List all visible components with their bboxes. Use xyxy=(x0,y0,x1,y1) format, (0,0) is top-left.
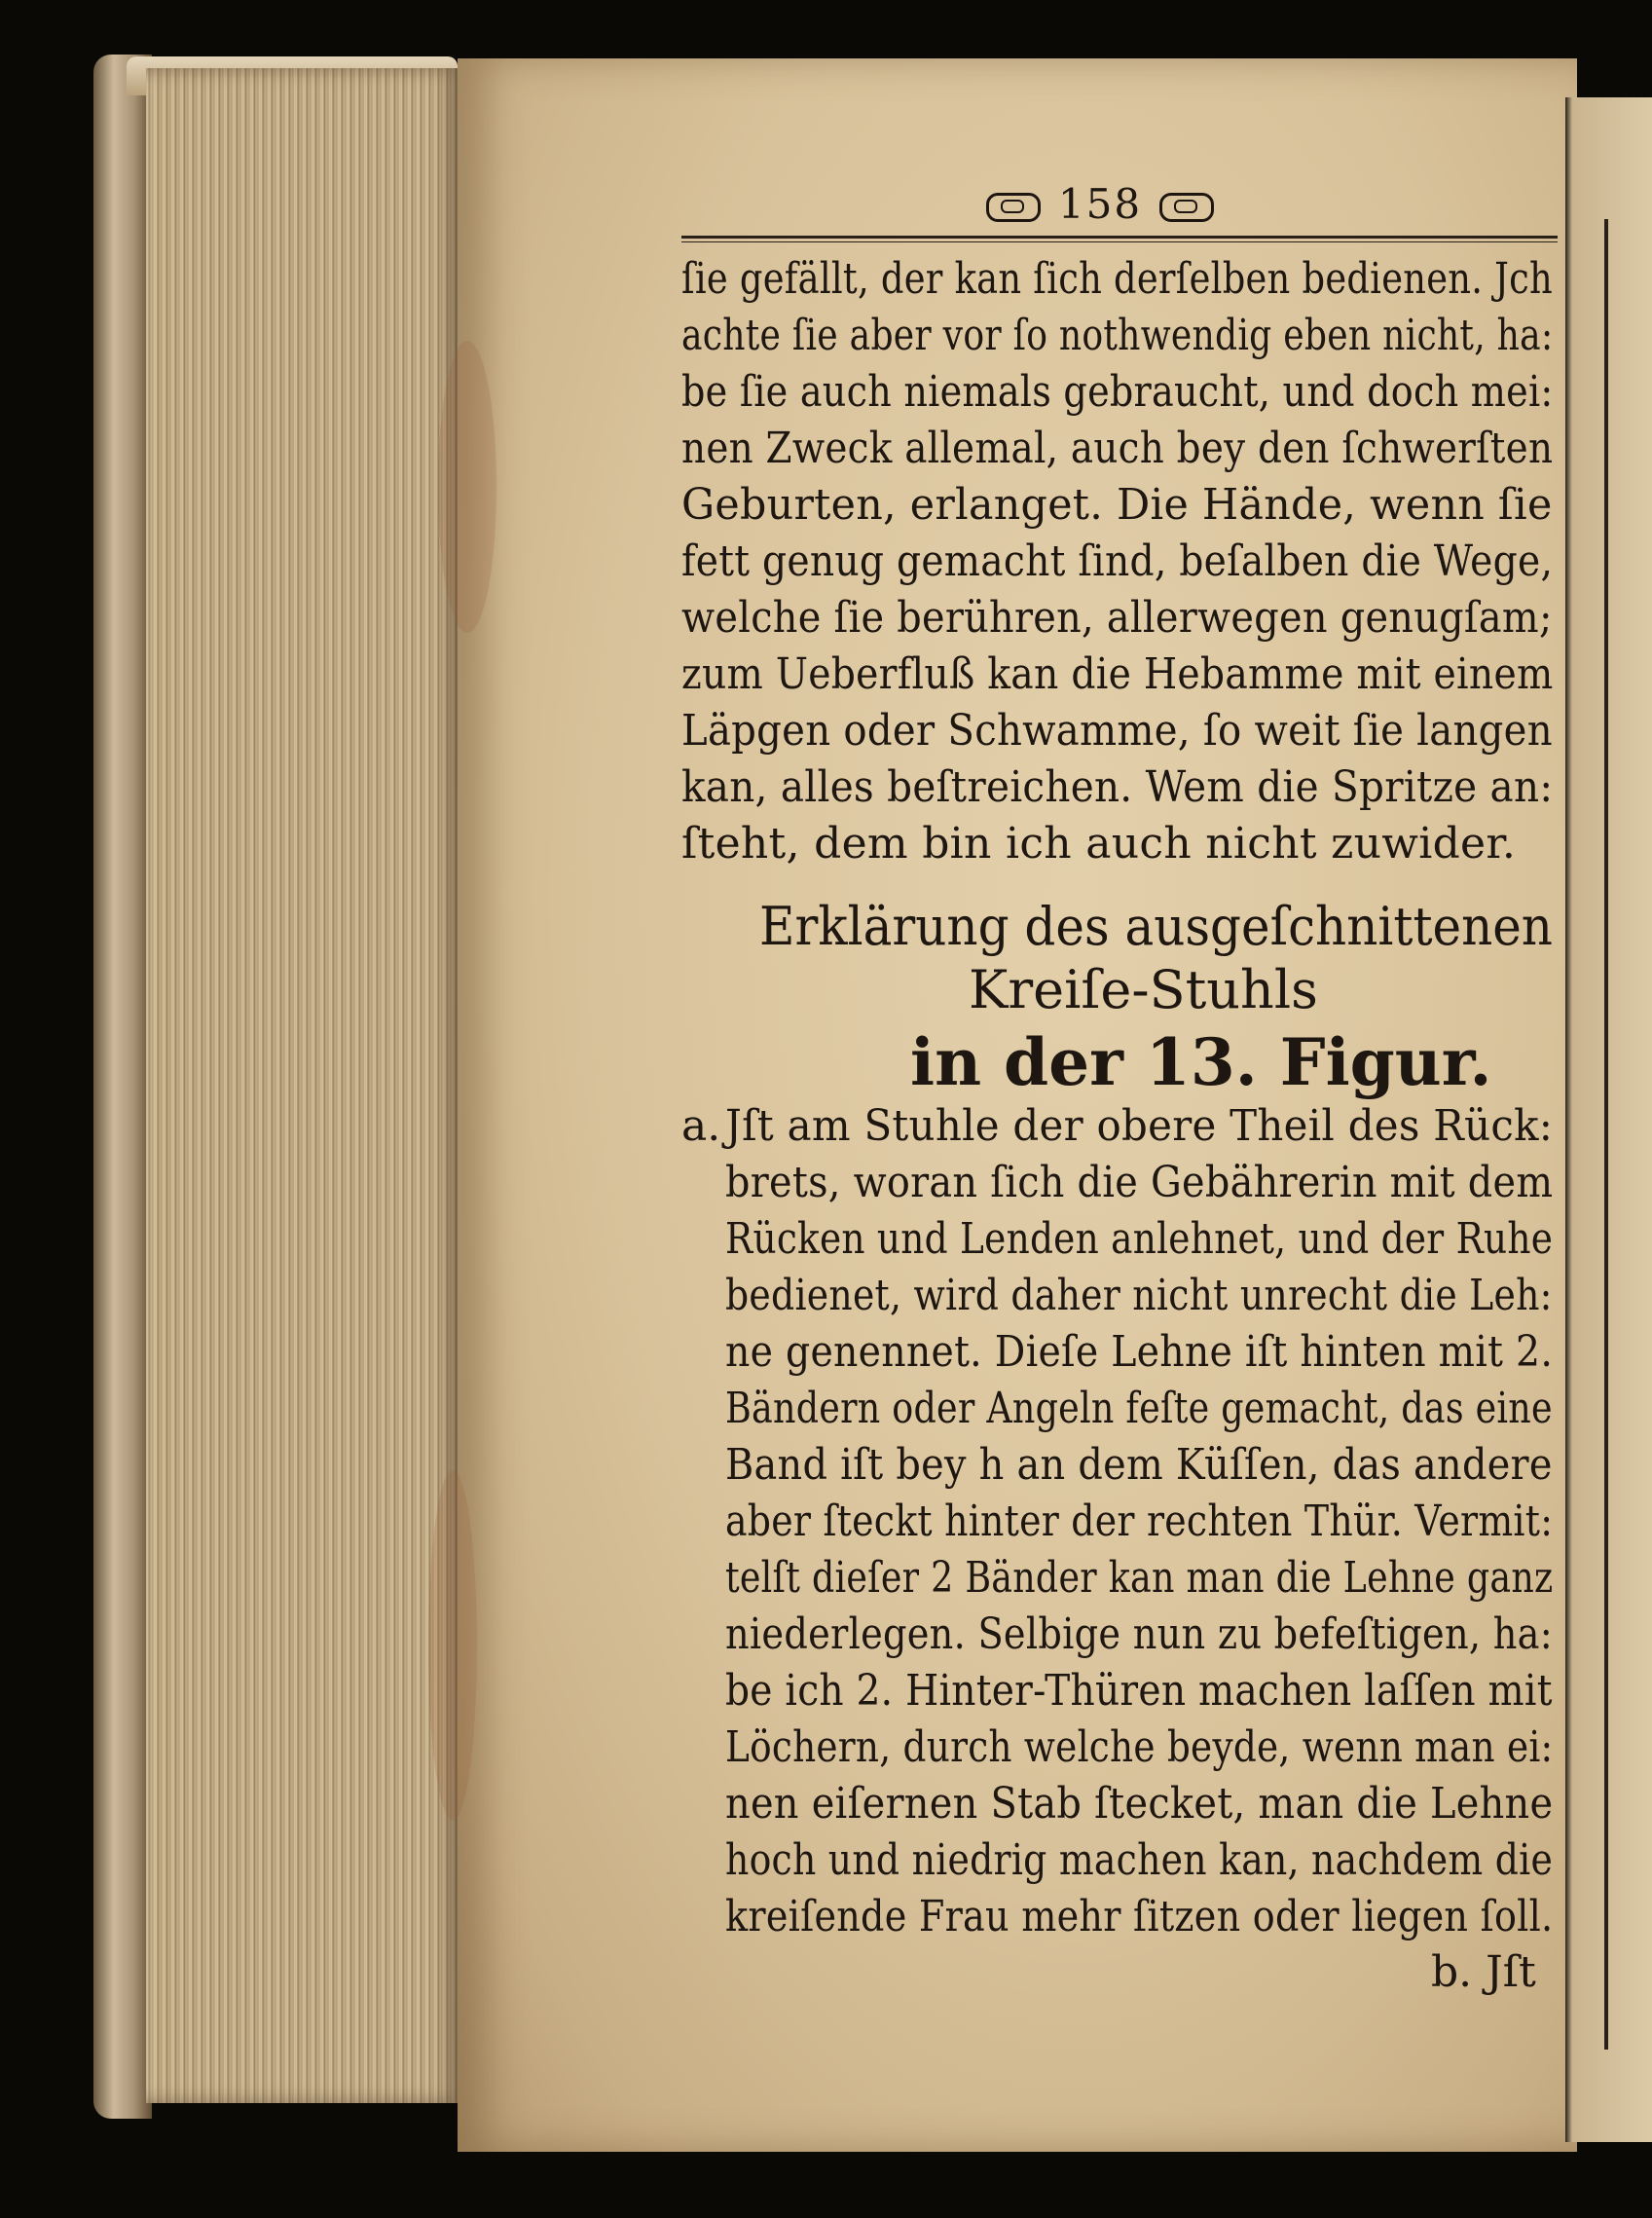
section-heading-line-2: Kreiſe-Stuhls xyxy=(969,959,1318,1020)
page-stain xyxy=(428,1470,477,1821)
item-line: ne genennet. Dieſe Lehne iſt hinten mit 2. xyxy=(725,1327,1554,1377)
item-line: Rücken und Lenden anlehnet, und der Ruhe xyxy=(725,1214,1554,1264)
item-line: brets, woran ſich die Gebährerin mit dem xyxy=(725,1158,1554,1207)
facing-page-edge xyxy=(1565,97,1652,2142)
page-number: 158 xyxy=(1057,180,1143,228)
paragraph-line: achte ſie aber vor ſo nothwendig eben nicht, ha: xyxy=(681,311,1554,360)
item-line: telſt dieſer 2 Bänder kan man die Lehne ganz xyxy=(725,1553,1554,1603)
section-heading-line-1: Erklärung des ausgeſchnittenen xyxy=(759,896,1553,957)
item-line: be ich 2. Hinter-Thüren machen laſſen mit xyxy=(725,1666,1553,1716)
paragraph-line: be ſie auch niemals gebraucht, und doch mei: xyxy=(681,367,1554,417)
paragraph-line: Läpgen oder Schwamme, ſo weit ſie langen xyxy=(681,706,1553,756)
paragraph-line: ſteht, dem bin ich auch nicht zuwider. xyxy=(681,819,1517,869)
item-line: nen eiſernen Stab ſtecket, man die Lehne xyxy=(725,1779,1554,1829)
header-rule-thin xyxy=(681,241,1558,242)
item-line: hoch und niedrig machen kan, nachdem die xyxy=(725,1835,1554,1885)
catchword: b. Jſt xyxy=(1431,1947,1536,1997)
ornament-left-icon xyxy=(986,193,1041,222)
paragraph-line: Geburten, erlanget. Die Hände, wenn ſie xyxy=(681,480,1553,530)
paragraph-line: nen Zweck allemal, auch bey den ſchwerſten xyxy=(681,424,1554,473)
paragraph-line: ſie gefällt, der kan ſich derſelben bedienen. Jch xyxy=(681,254,1554,304)
paragraph-line: welche ſie berühren, allerwegen genugſam; xyxy=(681,593,1553,643)
paragraph-line: fett genug gemacht ſind, beſalben die Wege, xyxy=(681,536,1554,586)
item-line: aber ſteckt hinter der rechten Thür. Vermit: xyxy=(725,1497,1554,1546)
page-block-edges xyxy=(146,68,459,2103)
item-line: Band iſt bey h an dem Küſſen, das andere xyxy=(725,1440,1553,1490)
paragraph-line: zum Ueberfluß kan die Hebamme mit einem xyxy=(681,649,1554,699)
section-heading-line-3: in der 13. Figur. xyxy=(910,1024,1492,1100)
ornament-right-icon xyxy=(1159,193,1214,222)
book-spine-edge xyxy=(93,55,152,2119)
item-line: Jſt am Stuhle der obere Theil des Rück: xyxy=(725,1101,1554,1151)
header-rule xyxy=(681,236,1558,239)
item-line: kreiſende Frau mehr ſitzen oder liegen ſoll. xyxy=(725,1892,1554,1941)
item-line: bedienet, wird daher nicht unrecht die Leh: xyxy=(725,1271,1553,1320)
item-line: Bändern oder Angeln feſte gemacht, das eine xyxy=(725,1384,1553,1433)
item-marker: a. xyxy=(681,1101,721,1151)
paragraph-line: kan, alles beſtreichen. Wem die Spritze an: xyxy=(681,762,1554,812)
page-stain xyxy=(438,341,496,633)
facing-page-frame xyxy=(1604,219,1652,2050)
item-line: niederlegen. Selbige nun zu befeſtigen, ha: xyxy=(725,1609,1553,1659)
page-header xyxy=(935,177,1266,232)
item-line: Löchern, durch welche beyde, wenn man ei: xyxy=(725,1722,1554,1772)
